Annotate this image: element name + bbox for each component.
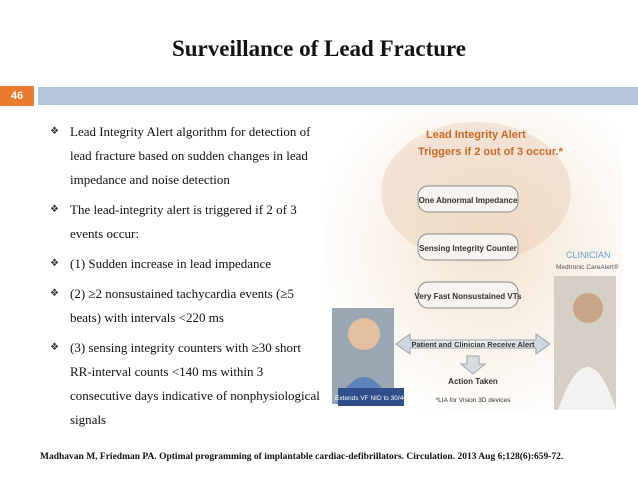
alert-heading-line1: Lead Integrity Alert: [426, 129, 526, 141]
alert-bar-label: Patient and Clinician Receive Alert: [411, 340, 535, 349]
header-bar: [38, 87, 638, 105]
diamond-bullet-icon: ❖: [50, 126, 59, 137]
bullet-text: Lead Integrity Alert algorithm for detection of lead fracture based on sudden changes in lead impedance and noise detection: [70, 124, 311, 187]
event-box-impedance-label: One Abnormal Impedance: [418, 196, 518, 205]
diamond-bullet-icon: ❖: [50, 288, 59, 299]
bullet-item: [50, 336, 320, 432]
bullet-list: [50, 120, 320, 438]
slide-title: Surveillance of Lead Fracture: [171, 36, 467, 61]
bullet-item: [50, 198, 320, 246]
carealert-label: Medtronic CareAlert®: [556, 264, 619, 271]
citation: Madhavan M, Friedman PA. Optimal programming of implantable cardiac-defibrillators. Circulation. 2013 Aug 6;128(6):659-72.: [40, 452, 564, 462]
extends-label: Extends VF NID to 30/40: [335, 395, 407, 402]
event-box-nsvt-label: Very Fast Nonsustained VTs: [414, 292, 522, 301]
bullet-text: (2) ≥2 nonsustained tachycardia events (≥5 beats) with intervals <220 ms: [70, 286, 295, 325]
clinician-label: CLINICIAN: [566, 250, 611, 260]
action-taken-label: Action Taken: [448, 377, 498, 386]
diamond-bullet-icon: ❖: [50, 204, 59, 215]
bullet-text: The lead-integrity alert is triggered if 2 of 3 events occur:: [70, 202, 297, 241]
bullet-text: (3) sensing integrity counters with ≥30 short RR-interval counts <140 ms within 3 consecutive days indicative of nonphysiological signals: [70, 340, 320, 427]
slide-number: 46: [0, 86, 34, 106]
alert-heading-line2: Triggers if 2 out of 3 occur.*: [418, 146, 563, 158]
bullet-item: [50, 252, 320, 276]
diamond-bullet-icon: ❖: [50, 258, 59, 269]
clinician-photo: [554, 276, 616, 410]
lead-integrity-alert-figure: [326, 112, 622, 412]
diamond-bullet-icon: ❖: [50, 342, 59, 353]
bullet-item: [50, 120, 320, 192]
event-box-sensing-label: Sensing Integrity Counter: [419, 244, 517, 253]
figure-footnote: *LIA for Vision 3D devices: [435, 397, 511, 404]
bullet-text: (1) Sudden increase in lead impedance: [70, 256, 272, 271]
bullet-item: [50, 282, 320, 330]
